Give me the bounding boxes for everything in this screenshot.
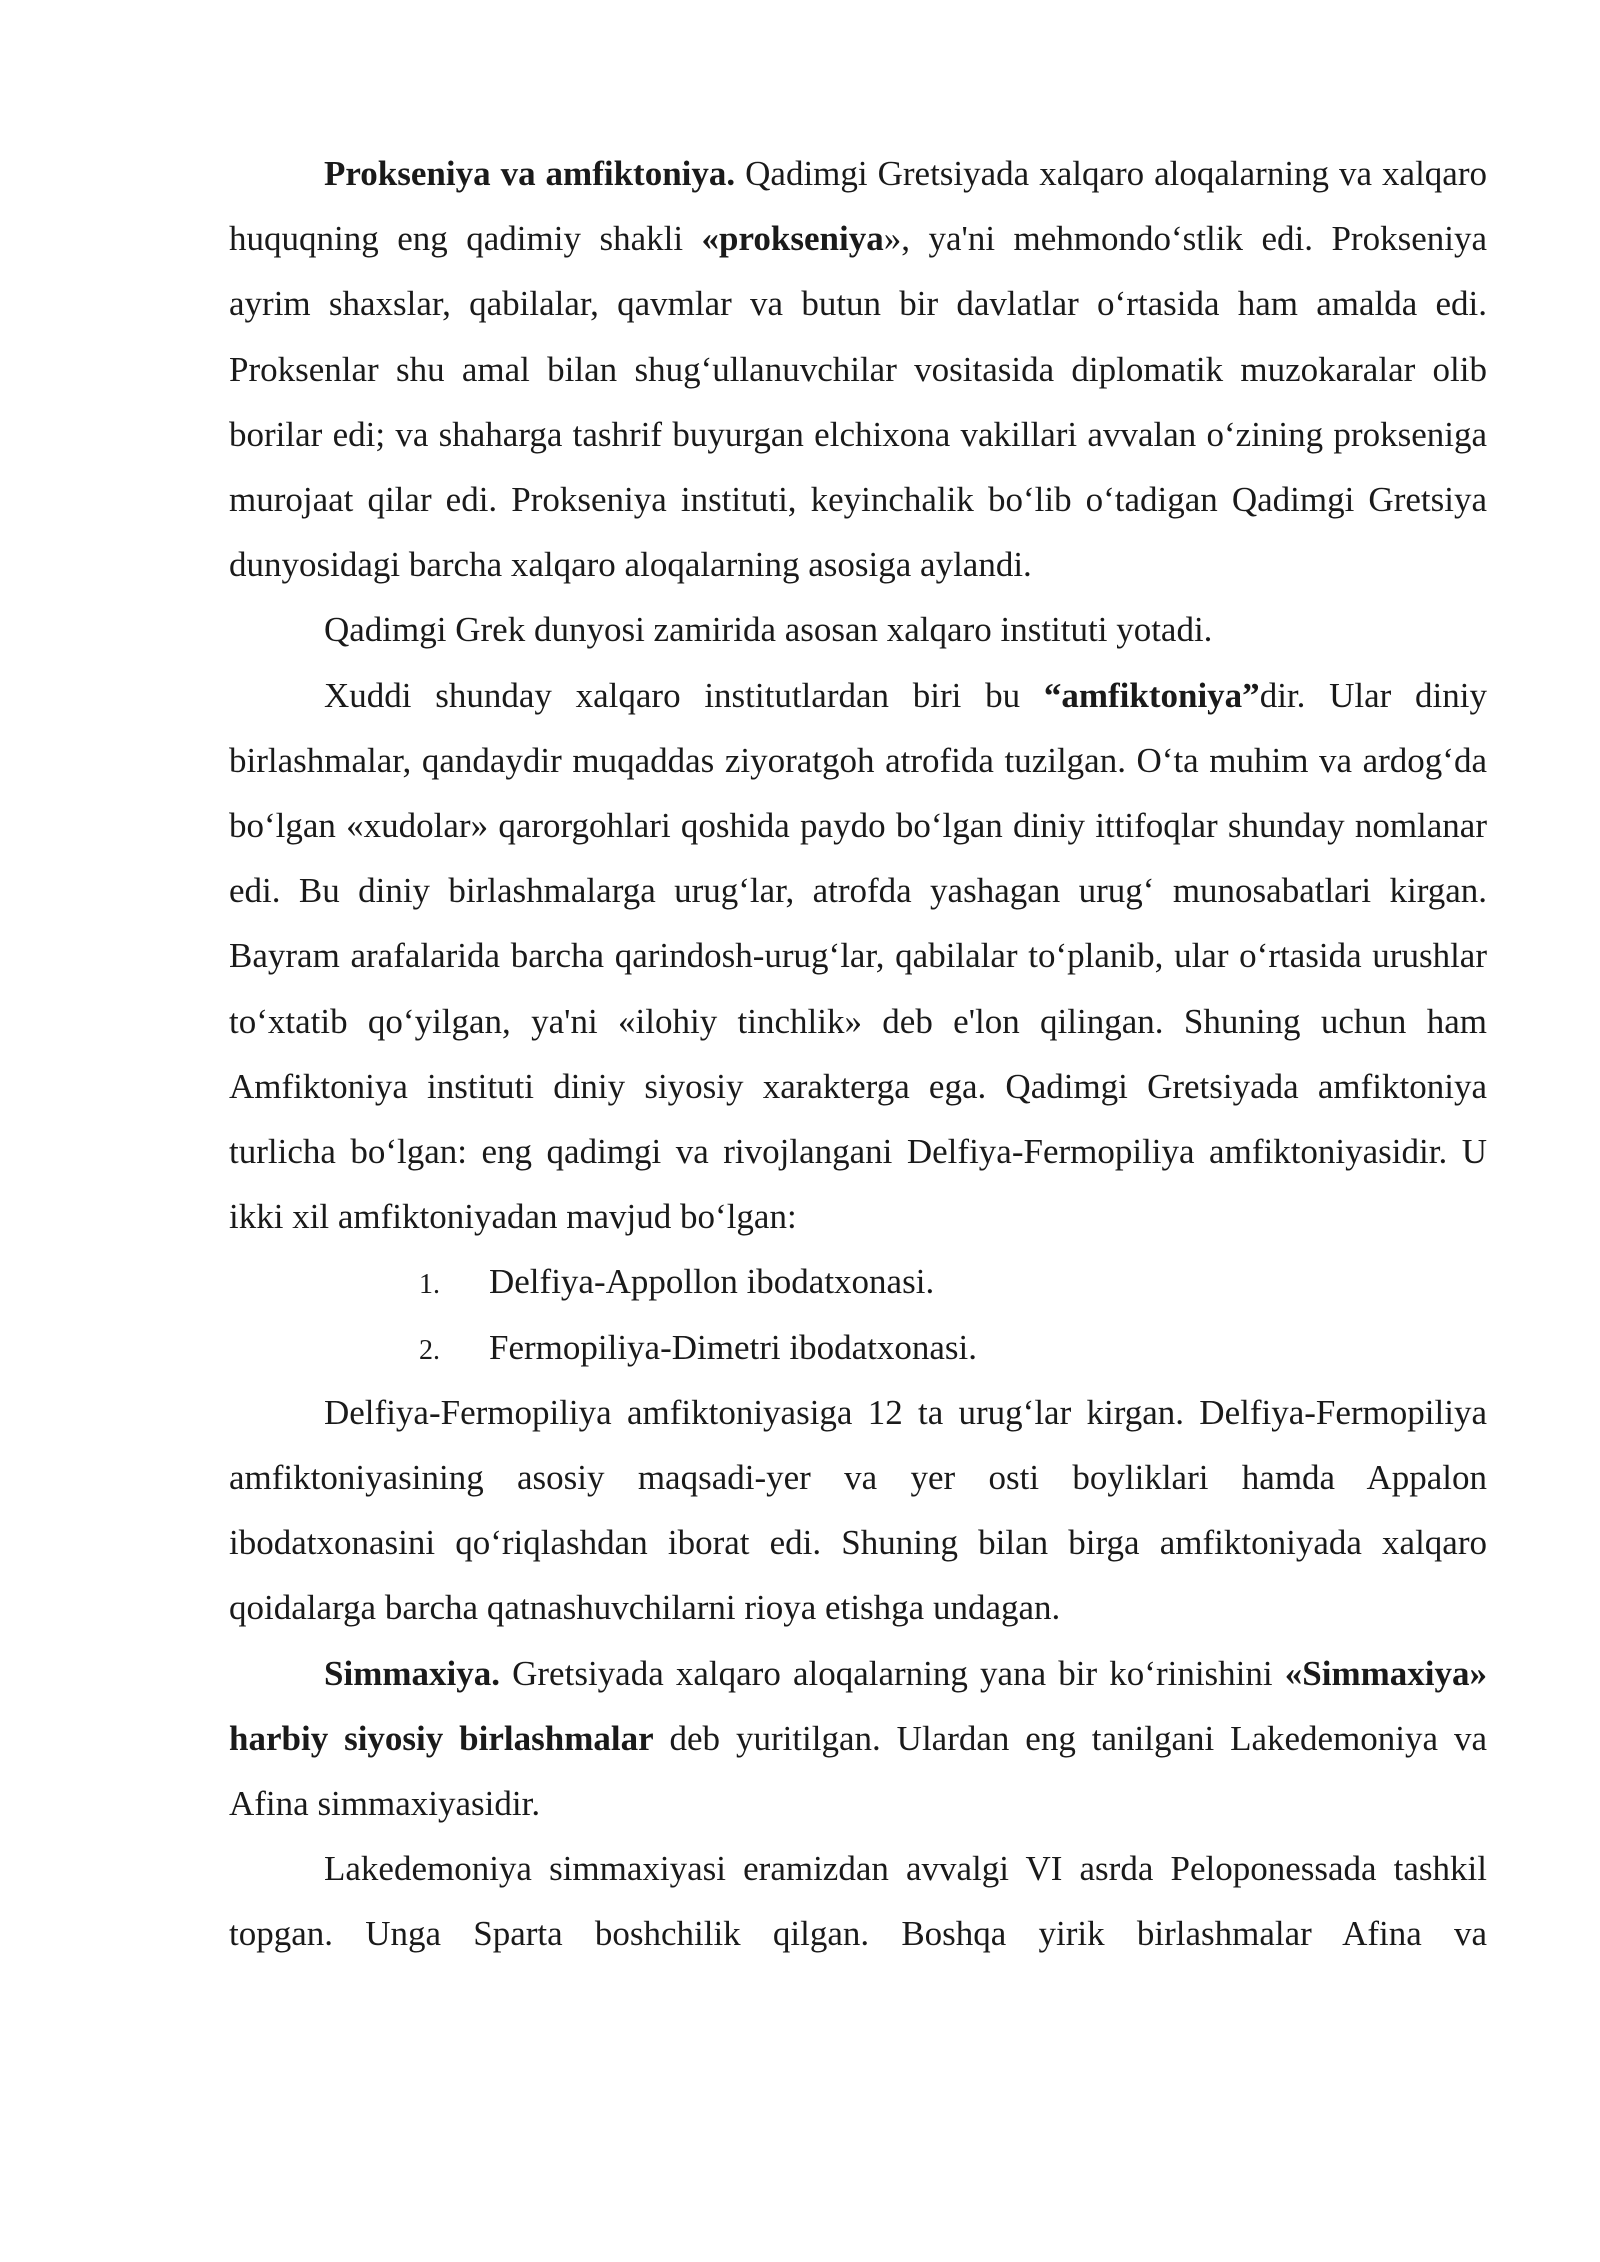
list-item-text: Fermopiliya-Dimetri ibodatxonasi. <box>489 1327 977 1367</box>
paragraph-delfiya-fermopiliya: Delfiya-Fermopiliya amfiktoniyasiga 12 ta urug‘lar kirgan. Delfiya-Fermopiliya amfiktoniyasining asosiy maqsadi-yer va yer osti boyliklari hamda Appalon ibodatxonasini qo‘riqlashdan iborat edi. Shuning bilan birga amfiktoniyada xalqaro qoidalarga barcha qatnashuvchilarni rioya etishga undagan. <box>229 1392 1487 1628</box>
document-page <box>229 141 1487 1967</box>
list-item-text: Delfiya-Appollon ibodatxonasi. <box>489 1262 935 1302</box>
paragraph-prokseniya <box>229 141 1487 597</box>
paragraph-amfiktoniya <box>229 663 1487 1250</box>
paragraph-lakedemoniya: Lakedemoniya simmaxiyasi eramizdan avvalgi VI asrda Peloponessada tashkil topgan. Unga Sparta boshchilik qilgan. Boshqa yirik birlashmalar Afina va <box>229 1849 1487 1954</box>
paragraph-grek-dunyosi: Qadimgi Grek dunyosi zamirida asosan xalqaro instituti yotadi. <box>324 610 1213 650</box>
list-item <box>229 1315 1487 1380</box>
list-item-number: 1. <box>419 1269 440 1301</box>
list-item <box>229 1249 1487 1314</box>
bold-term-simmaxiya: «Simmaxiya» harbiy siyosiy birlashmalar <box>229 1653 1487 1758</box>
paragraph-text: », ya'ni mehmondo‘stlik edi. Prokseniya ayrim shaxslar, qabilalar, qavmlar va butun bir davlatlar o‘rtasida ham amalda edi. Proksenlar shu amal bilan shug‘ullanuvchilar vositasida diplomatik muzokaralar olib borilar edi; va shaharga tashrif buyurgan elchixona vakillari avvalan o‘zining prokseniga murojaat qilar edi. Prokseniya instituti, keyinchalik bo‘lib o‘tadigan Qadimgi Gretsiya dunyosidagi barcha xalqaro aloqalarning asosiga aylandi. <box>229 219 1487 585</box>
list-item-number: 2. <box>419 1334 440 1366</box>
paragraph-simmaxiya <box>229 1641 1487 1837</box>
bold-term-prokseniya: «prokseniya <box>701 219 884 259</box>
paragraph-text: Gretsiyada xalqaro aloqalarning yana bir ko‘rinishini <box>499 1653 1285 1693</box>
section-heading-simmaxiya: Simmaxiya. <box>324 1653 500 1693</box>
paragraph-text: Qadimgi Gretsiyada xalqaro aloqalarning va xalqaro huquqning eng qadimiy shakli <box>229 154 1488 259</box>
numbered-list <box>229 1249 1487 1379</box>
paragraph-text: deb yuritilgan. Ulardan eng tanilgani Lakedemoniya va Afina simmaxiyasidir. <box>229 1718 1487 1824</box>
paragraph-text: Xuddi shunday xalqaro institutlardan biri bu <box>324 675 1044 715</box>
paragraph-text: dir. Ular diniy birlashmalar, qandaydir muqaddas ziyoratgoh atrofida tuzilgan. O‘ta muhim va ardog‘da bo‘lgan «xudolar» qarorgohlari qoshida paydo bo‘lgan diniy ittifoqlar shunday nomlanar edi. Bu diniy birlashmalarga urug‘lar, atrofda yashagan urug‘ munosabatlari kirgan. Bayram arafalarida barcha qarindosh-urug‘lar, qabilalar to‘planib, ular o‘rtasida urushlar to‘xtatib qo‘yilgan, ya'ni «ilohiy tinchlik» deb e'lon qilingan. Shuning uchun ham Amfiktoniya instituti diniy siyosiy xarakterga ega. Qadimgi Gretsiyada amfiktoniya turlicha bo‘lgan: eng qadimgi va rivojlangani Delfiya-Fermopiliya amfiktoniyasidir. U ikki xil amfiktoniyadan mavjud bo‘lgan: <box>229 675 1487 1237</box>
bold-term-amfiktoniya: “amfiktoniya” <box>1043 675 1260 715</box>
section-heading-prokseniya: Prokseniya va amfiktoniya. <box>324 154 736 193</box>
